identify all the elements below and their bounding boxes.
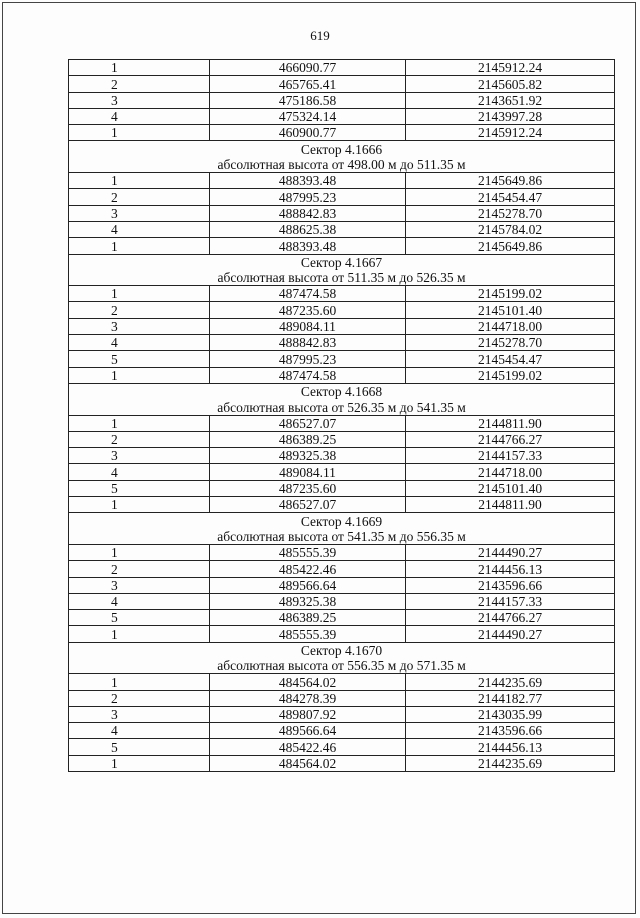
- table-row: [69, 431, 615, 447]
- point-number-cell: 2: [69, 561, 210, 577]
- point-number-cell: 1: [69, 497, 210, 513]
- y-coordinate-cell: 2145454.47: [406, 189, 615, 205]
- table-row: [69, 173, 615, 189]
- y-coordinate-cell: 2145101.40: [406, 480, 615, 496]
- point-number-cell: 3: [69, 92, 210, 108]
- x-coordinate-cell: 487235.60: [210, 480, 406, 496]
- table-row: [69, 335, 615, 351]
- point-number-cell: 5: [69, 351, 210, 367]
- point-number-cell: 2: [69, 431, 210, 447]
- table-row: [69, 690, 615, 706]
- table-row: [69, 189, 615, 205]
- y-coordinate-cell: 2144718.00: [406, 464, 615, 480]
- x-coordinate-cell: 489566.64: [210, 577, 406, 593]
- sector-altitude-range-row: [69, 270, 615, 286]
- x-coordinate-cell: 475324.14: [210, 108, 406, 124]
- point-number-cell: 1: [69, 125, 210, 141]
- x-coordinate-cell: 485422.46: [210, 561, 406, 577]
- y-coordinate-cell: 2144456.13: [406, 561, 615, 577]
- table-row: [69, 302, 615, 318]
- y-coordinate-cell: 2143997.28: [406, 108, 615, 124]
- table-row: [69, 318, 615, 334]
- sector-altitude-range-row: [69, 529, 615, 545]
- y-coordinate-cell: 2143596.66: [406, 723, 615, 739]
- point-number-cell: 3: [69, 318, 210, 334]
- y-coordinate-cell: 2145912.24: [406, 60, 615, 76]
- y-coordinate-cell: 2143035.99: [406, 706, 615, 722]
- table-row: [69, 544, 615, 560]
- x-coordinate-cell: 489566.64: [210, 723, 406, 739]
- x-coordinate-cell: 484564.02: [210, 755, 406, 771]
- y-coordinate-cell: 2144157.33: [406, 448, 615, 464]
- x-coordinate-cell: 484278.39: [210, 690, 406, 706]
- x-coordinate-cell: 485555.39: [210, 626, 406, 642]
- x-coordinate-cell: 488393.48: [210, 173, 406, 189]
- x-coordinate-cell: 484564.02: [210, 674, 406, 690]
- coordinates-table: [68, 59, 615, 772]
- y-coordinate-cell: 2145605.82: [406, 76, 615, 92]
- x-coordinate-cell: 465765.41: [210, 76, 406, 92]
- point-number-cell: 1: [69, 626, 210, 642]
- x-coordinate-cell: 489807.92: [210, 706, 406, 722]
- point-number-cell: 1: [69, 674, 210, 690]
- table-row: [69, 60, 615, 76]
- point-number-cell: 1: [69, 367, 210, 383]
- x-coordinate-cell: 466090.77: [210, 60, 406, 76]
- y-coordinate-cell: 2144718.00: [406, 318, 615, 334]
- x-coordinate-cell: 460900.77: [210, 125, 406, 141]
- y-coordinate-cell: 2145278.70: [406, 205, 615, 221]
- x-coordinate-cell: 486527.07: [210, 497, 406, 513]
- table-row: [69, 286, 615, 302]
- table-row: [69, 221, 615, 237]
- point-number-cell: 2: [69, 189, 210, 205]
- table-row: [69, 108, 615, 124]
- sector-title: Сектор 4.1670: [69, 642, 615, 658]
- table-row: [69, 593, 615, 609]
- y-coordinate-cell: 2145454.47: [406, 351, 615, 367]
- x-coordinate-cell: 488842.83: [210, 335, 406, 351]
- table-row: [69, 92, 615, 108]
- sector-title-row: [69, 141, 615, 157]
- sector-title: Сектор 4.1669: [69, 513, 615, 529]
- sector-altitude-range: абсолютная высота от 511.35 м до 526.35 м: [69, 270, 615, 286]
- point-number-cell: 1: [69, 755, 210, 771]
- y-coordinate-cell: 2144766.27: [406, 610, 615, 626]
- sector-title-row: [69, 513, 615, 529]
- point-number-cell: 5: [69, 739, 210, 755]
- table-row: [69, 610, 615, 626]
- page-number: 619: [310, 28, 330, 43]
- x-coordinate-cell: 487995.23: [210, 351, 406, 367]
- y-coordinate-cell: 2144490.27: [406, 626, 615, 642]
- y-coordinate-cell: 2144490.27: [406, 544, 615, 560]
- y-coordinate-cell: 2144766.27: [406, 431, 615, 447]
- y-coordinate-cell: 2144811.90: [406, 415, 615, 431]
- point-number-cell: 1: [69, 415, 210, 431]
- point-number-cell: 1: [69, 173, 210, 189]
- sector-altitude-range: абсолютная высота от 526.35 м до 541.35 м: [69, 399, 615, 415]
- point-number-cell: 2: [69, 302, 210, 318]
- x-coordinate-cell: 487995.23: [210, 189, 406, 205]
- y-coordinate-cell: 2145199.02: [406, 367, 615, 383]
- y-coordinate-cell: 2144456.13: [406, 739, 615, 755]
- point-number-cell: 1: [69, 544, 210, 560]
- table-row: [69, 205, 615, 221]
- table-row: [69, 125, 615, 141]
- table-row: [69, 723, 615, 739]
- x-coordinate-cell: 486389.25: [210, 431, 406, 447]
- point-number-cell: 3: [69, 205, 210, 221]
- y-coordinate-cell: 2145784.02: [406, 221, 615, 237]
- x-coordinate-cell: 488625.38: [210, 221, 406, 237]
- sector-altitude-range-row: [69, 399, 615, 415]
- sector-title: Сектор 4.1668: [69, 383, 615, 399]
- x-coordinate-cell: 487474.58: [210, 286, 406, 302]
- point-number-cell: 4: [69, 108, 210, 124]
- sector-altitude-range: абсолютная высота от 556.35 м до 571.35 м: [69, 658, 615, 674]
- x-coordinate-cell: 489084.11: [210, 464, 406, 480]
- point-number-cell: 3: [69, 448, 210, 464]
- point-number-cell: 1: [69, 238, 210, 254]
- table-row: [69, 706, 615, 722]
- point-number-cell: 1: [69, 60, 210, 76]
- point-number-cell: 4: [69, 464, 210, 480]
- coordinates-table-body: [69, 60, 615, 772]
- point-number-cell: 2: [69, 690, 210, 706]
- x-coordinate-cell: 488842.83: [210, 205, 406, 221]
- x-coordinate-cell: 475186.58: [210, 92, 406, 108]
- y-coordinate-cell: 2145912.24: [406, 125, 615, 141]
- table-row: [69, 626, 615, 642]
- table-row: [69, 561, 615, 577]
- x-coordinate-cell: 489084.11: [210, 318, 406, 334]
- table-row: [69, 415, 615, 431]
- point-number-cell: 4: [69, 593, 210, 609]
- table-row: [69, 367, 615, 383]
- x-coordinate-cell: 487235.60: [210, 302, 406, 318]
- table-row: [69, 755, 615, 771]
- table-row: [69, 464, 615, 480]
- table-row: [69, 448, 615, 464]
- x-coordinate-cell: 489325.38: [210, 448, 406, 464]
- y-coordinate-cell: 2143596.66: [406, 577, 615, 593]
- table-row: [69, 674, 615, 690]
- sector-title: Сектор 4.1666: [69, 141, 615, 157]
- y-coordinate-cell: 2144235.69: [406, 755, 615, 771]
- y-coordinate-cell: 2144182.77: [406, 690, 615, 706]
- y-coordinate-cell: 2145649.86: [406, 238, 615, 254]
- table-row: [69, 351, 615, 367]
- point-number-cell: 5: [69, 480, 210, 496]
- table-row: [69, 76, 615, 92]
- point-number-cell: 5: [69, 610, 210, 626]
- x-coordinate-cell: 485555.39: [210, 544, 406, 560]
- sector-altitude-range-row: [69, 658, 615, 674]
- sector-altitude-range-row: [69, 157, 615, 173]
- y-coordinate-cell: 2145101.40: [406, 302, 615, 318]
- y-coordinate-cell: 2144811.90: [406, 497, 615, 513]
- point-number-cell: 4: [69, 335, 210, 351]
- table-row: [69, 577, 615, 593]
- y-coordinate-cell: 2145278.70: [406, 335, 615, 351]
- point-number-cell: 4: [69, 221, 210, 237]
- x-coordinate-cell: 487474.58: [210, 367, 406, 383]
- sector-altitude-range: абсолютная высота от 541.35 м до 556.35 м: [69, 529, 615, 545]
- x-coordinate-cell: 486527.07: [210, 415, 406, 431]
- sector-title-row: [69, 642, 615, 658]
- point-number-cell: 1: [69, 286, 210, 302]
- table-row: [69, 497, 615, 513]
- sector-title-row: [69, 383, 615, 399]
- x-coordinate-cell: 485422.46: [210, 739, 406, 755]
- y-coordinate-cell: 2145199.02: [406, 286, 615, 302]
- point-number-cell: 4: [69, 723, 210, 739]
- y-coordinate-cell: 2144235.69: [406, 674, 615, 690]
- table-row: [69, 238, 615, 254]
- point-number-cell: 2: [69, 76, 210, 92]
- x-coordinate-cell: 489325.38: [210, 593, 406, 609]
- x-coordinate-cell: 488393.48: [210, 238, 406, 254]
- table-row: [69, 480, 615, 496]
- sector-title-row: [69, 254, 615, 270]
- sector-altitude-range: абсолютная высота от 498.00 м до 511.35 м: [69, 157, 615, 173]
- point-number-cell: 3: [69, 706, 210, 722]
- table-row: [69, 739, 615, 755]
- sector-title: Сектор 4.1667: [69, 254, 615, 270]
- x-coordinate-cell: 486389.25: [210, 610, 406, 626]
- point-number-cell: 3: [69, 577, 210, 593]
- y-coordinate-cell: 2145649.86: [406, 173, 615, 189]
- y-coordinate-cell: 2144157.33: [406, 593, 615, 609]
- y-coordinate-cell: 2143651.92: [406, 92, 615, 108]
